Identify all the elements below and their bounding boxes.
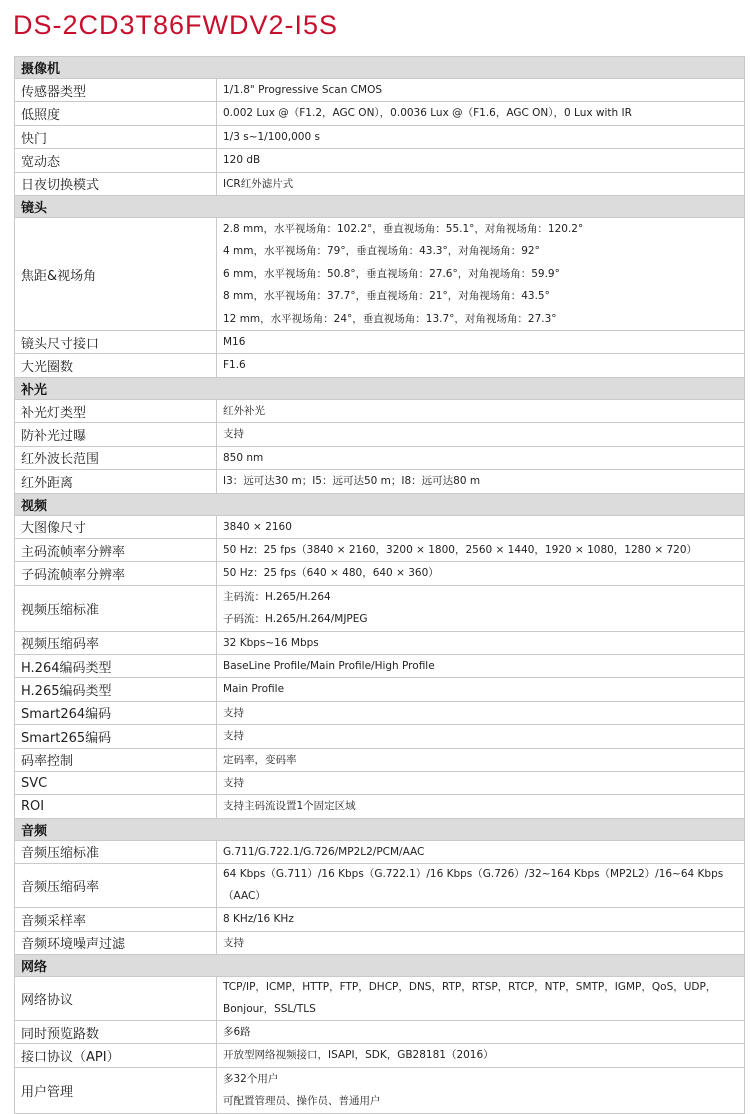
spec-value-line: 1/3 s~1/100,000 s [223, 130, 320, 143]
spec-value [217, 748, 745, 771]
spec-value-line: 4 mm，水平视场角：79°，垂直视场角：43.3°，对角视场角：92° [223, 245, 540, 258]
spec-row [15, 1067, 745, 1113]
spec-row [15, 1021, 745, 1044]
spec-value-line: 多32个用户 [223, 1072, 279, 1085]
spec-row [15, 354, 745, 377]
spec-label: 快门 [15, 125, 217, 148]
spec-label: 码率控制 [15, 748, 217, 771]
spec-row [15, 218, 745, 331]
spec-label: SVC [15, 771, 217, 794]
spec-value-line: 2.8 mm，水平视场角：102.2°，垂直视场角：55.1°，对角视场角：120.2° [223, 223, 584, 236]
spec-value-line: 开放型网络视频接口，ISAPI，SDK，GB28181（2016） [223, 1049, 494, 1062]
spec-value [217, 102, 745, 125]
spec-label: 焦距&视场角 [15, 218, 217, 331]
spec-value [217, 931, 745, 954]
spec-value-line: 主码流：H.265/H.264 [223, 590, 331, 603]
spec-value-line: M16 [223, 336, 246, 349]
spec-value-line: 64 Kbps（G.711）/16 Kbps（G.722.1）/16 Kbps（G.726）/32~164 Kbps（MP2L2）/16~64 Kbps（AAC） [223, 868, 724, 902]
section-header [15, 57, 745, 79]
spec-value [217, 562, 745, 585]
spec-label: 音频压缩标准 [15, 840, 217, 863]
spec-row [15, 399, 745, 422]
spec-value-line: 8 mm，水平视场角：37.7°，垂直视场角：21°，对角视场角：43.5° [223, 290, 550, 303]
spec-row [15, 840, 745, 863]
spec-row [15, 748, 745, 771]
spec-row [15, 79, 745, 102]
spec-label: 镜头尺寸接口 [15, 331, 217, 354]
spec-label: Smart265编码 [15, 725, 217, 748]
spec-value [217, 218, 745, 331]
spec-label: 红外距离 [15, 470, 217, 493]
spec-label: 防补光过曝 [15, 423, 217, 446]
spec-value [217, 446, 745, 469]
spec-value-line: 支持 [223, 706, 244, 719]
spec-label: 补光灯类型 [15, 399, 217, 422]
spec-row [15, 725, 745, 748]
spec-label: 音频环境噪声过滤 [15, 931, 217, 954]
spec-row [15, 864, 745, 908]
section-title: 音频 [15, 818, 745, 840]
spec-value [217, 470, 745, 493]
spec-row [15, 125, 745, 148]
spec-value-line: 3840 × 2160 [223, 520, 292, 533]
spec-label: 主码流帧率分辨率 [15, 538, 217, 561]
spec-value [217, 423, 745, 446]
spec-label: 宽动态 [15, 149, 217, 172]
spec-value [217, 701, 745, 724]
spec-label: 低照度 [15, 102, 217, 125]
spec-value-line: ICR红外滤片式 [223, 177, 294, 190]
spec-row [15, 149, 745, 172]
spec-value-line: 支持 [223, 730, 244, 743]
spec-value-line: BaseLine Profile/Main Profile/High Profile [223, 659, 435, 672]
spec-label: 同时预览路数 [15, 1021, 217, 1044]
spec-label: 传感器类型 [15, 79, 217, 102]
section-title: 摄像机 [15, 57, 745, 79]
spec-value [217, 654, 745, 677]
spec-value [217, 795, 745, 818]
section-header [15, 493, 745, 515]
spec-value [217, 79, 745, 102]
spec-table [14, 56, 745, 1114]
spec-value [217, 631, 745, 654]
spec-value-line: 120 dB [223, 154, 261, 167]
spec-value [217, 1021, 745, 1044]
spec-value-line: TCP/IP，ICMP，HTTP，FTP，DHCP，DNS，RTP，RTSP，RTCP，NTP，SMTP，IGMP，QoS，UDP，Bonjour，SSL/TLS [223, 981, 717, 1015]
spec-label: Smart264编码 [15, 701, 217, 724]
spec-value-line: I3：远可达30 m；I5：远可达50 m；I8：远可达80 m [223, 475, 481, 488]
spec-value [217, 864, 745, 908]
spec-row [15, 654, 745, 677]
spec-value [217, 977, 745, 1021]
spec-row [15, 1044, 745, 1067]
section-title: 镜头 [15, 196, 745, 218]
spec-label: ROI [15, 795, 217, 818]
spec-value-line: 定码率，变码率 [223, 753, 297, 766]
spec-label: 音频采样率 [15, 908, 217, 931]
spec-value-line: 多6路 [223, 1026, 251, 1038]
spec-value [217, 840, 745, 863]
section-title: 视频 [15, 493, 745, 515]
spec-row [15, 631, 745, 654]
spec-value-line: G.711/G.722.1/G.726/MP2L2/PCM/AAC [223, 845, 425, 858]
spec-row [15, 515, 745, 538]
spec-value-line: Main Profile [223, 683, 285, 696]
page-title: DS-2CD3T86FWDV2-I5S [13, 10, 339, 40]
spec-value [217, 585, 745, 631]
spec-row [15, 977, 745, 1021]
spec-label: 接口协议（API） [15, 1044, 217, 1067]
section-title: 补光 [15, 377, 745, 399]
section-header [15, 377, 745, 399]
spec-value [217, 771, 745, 794]
spec-value [217, 331, 745, 354]
spec-value [217, 354, 745, 377]
spec-label: 红外波长范围 [15, 446, 217, 469]
spec-value-line: 子码流：H.265/H.264/MJPEG [223, 613, 368, 626]
spec-value-line: 6 mm，水平视场角：50.8°，垂直视场角：27.6°，对角视场角：59.9° [223, 267, 560, 280]
spec-value [217, 538, 745, 561]
spec-row [15, 678, 745, 701]
spec-label: 日夜切换模式 [15, 172, 217, 195]
spec-value [217, 172, 745, 195]
spec-value-line: 32 Kbps~16 Mbps [223, 636, 319, 649]
section-header [15, 955, 745, 977]
spec-value-line: 支持 [223, 428, 244, 441]
spec-row [15, 931, 745, 954]
spec-value [217, 1067, 745, 1113]
spec-row [15, 701, 745, 724]
spec-row [15, 331, 745, 354]
spec-row [15, 795, 745, 818]
spec-value-line: 8 KHz/16 KHz [223, 913, 294, 926]
spec-row [15, 771, 745, 794]
spec-label: 网络协议 [15, 977, 217, 1021]
spec-label: H.264编码类型 [15, 654, 217, 677]
section-header [15, 196, 745, 218]
spec-value-line: 支持主码流设置1个固定区域 [223, 800, 356, 813]
section-header [15, 818, 745, 840]
spec-value-line: 支持 [223, 776, 244, 789]
spec-row [15, 423, 745, 446]
spec-value-line: 0.002 Lux @（F1.2，AGC ON），0.0036 Lux @（F1.6，AGC ON），0 Lux with IR [223, 107, 632, 120]
spec-value [217, 399, 745, 422]
spec-label: 子码流帧率分辨率 [15, 562, 217, 585]
spec-value-line: 可配置管理员、操作员、普通用户 [223, 1095, 381, 1108]
spec-value [217, 725, 745, 748]
spec-value-line: 850 nm [223, 451, 264, 464]
spec-label: 视频压缩码率 [15, 631, 217, 654]
spec-value-line: 支持 [223, 936, 244, 949]
spec-row [15, 446, 745, 469]
spec-row [15, 585, 745, 631]
spec-value-line: 12 mm，水平视场角：24°，垂直视场角：13.7°，对角视场角：27.3° [223, 312, 557, 325]
spec-value-line: 50 Hz：25 fps（640 × 480，640 × 360） [223, 567, 439, 580]
spec-value [217, 1044, 745, 1067]
spec-row [15, 102, 745, 125]
spec-label: H.265编码类型 [15, 678, 217, 701]
spec-value [217, 678, 745, 701]
spec-value [217, 908, 745, 931]
spec-row [15, 172, 745, 195]
spec-value [217, 125, 745, 148]
spec-row [15, 908, 745, 931]
spec-label: 用户管理 [15, 1067, 217, 1113]
spec-label: 大图像尺寸 [15, 515, 217, 538]
spec-value-line: F1.6 [223, 359, 246, 372]
spec-label: 音频压缩码率 [15, 864, 217, 908]
spec-label: 视频压缩标准 [15, 585, 217, 631]
spec-value-line: 1/1.8" Progressive Scan CMOS [223, 84, 383, 96]
spec-value [217, 515, 745, 538]
spec-row [15, 470, 745, 493]
section-title: 网络 [15, 955, 745, 977]
spec-value-line: 50 Hz：25 fps（3840 × 2160，3200 × 1800，2560 × 1440，1920 × 1080，1280 × 720） [223, 543, 698, 556]
spec-label: 大光圈数 [15, 354, 217, 377]
spec-value-line: 红外补光 [223, 404, 265, 417]
spec-row [15, 562, 745, 585]
spec-value [217, 149, 745, 172]
spec-row [15, 538, 745, 561]
